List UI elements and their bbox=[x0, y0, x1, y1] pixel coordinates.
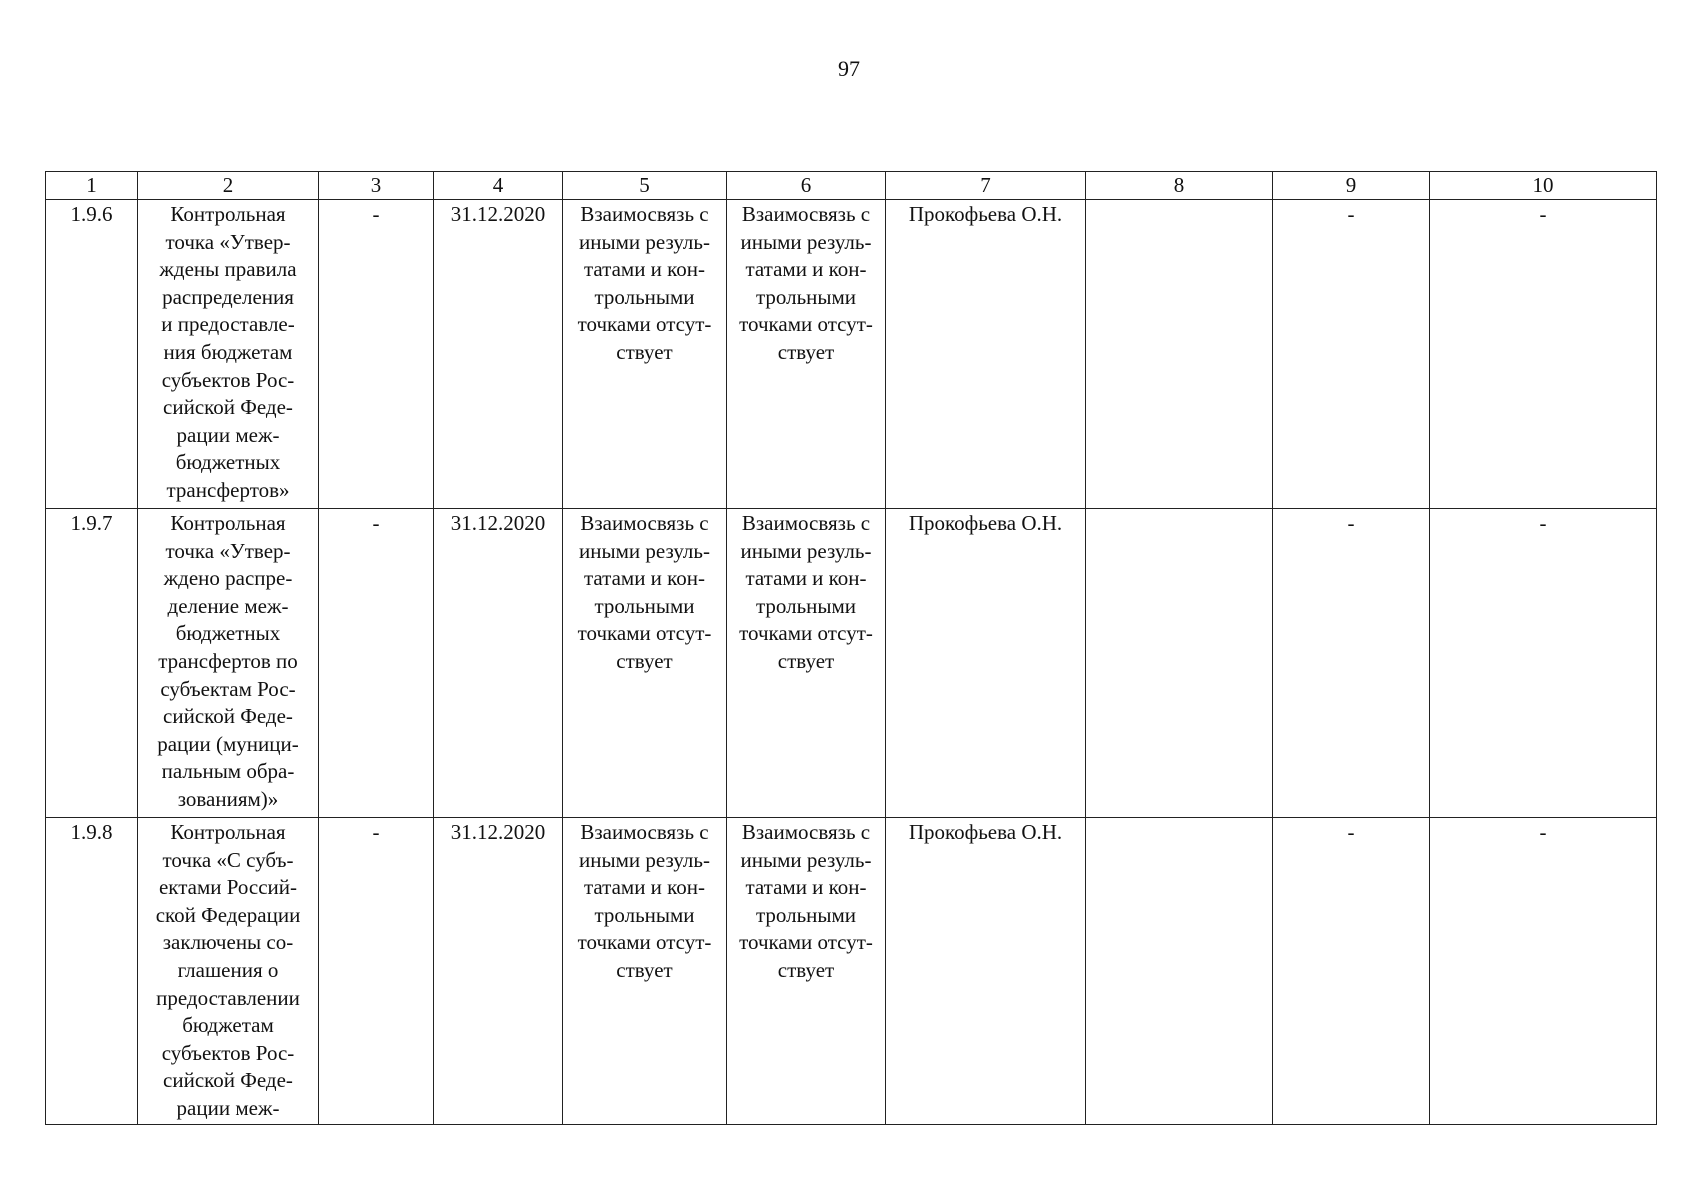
relation-text bbox=[727, 200, 886, 509]
relation-line: Взаимосвязь с bbox=[580, 202, 709, 226]
description-line: бюджетных bbox=[175, 450, 281, 475]
column-3-value: - bbox=[319, 509, 434, 818]
description-line: ектами Россий- bbox=[158, 875, 298, 900]
relation-line: иными резуль- bbox=[579, 847, 710, 872]
relation-line: ствует bbox=[777, 339, 835, 364]
relation-line: Взаимосвязь с bbox=[741, 202, 871, 226]
description-line: ской Федерации bbox=[155, 902, 301, 927]
relation-line: трольными bbox=[755, 284, 857, 309]
relation-line: татами и кон- bbox=[583, 257, 706, 282]
header-cell: 4 bbox=[434, 172, 563, 200]
relation-line: ствует bbox=[616, 648, 673, 673]
relation-line: точками отсут- bbox=[739, 621, 873, 646]
column-10-value: - bbox=[1430, 818, 1657, 1125]
relation-line: точками отсут- bbox=[577, 930, 712, 955]
description-line: ждены правила bbox=[159, 257, 297, 282]
description-line: сийской Феде- bbox=[163, 704, 293, 729]
header-cell: 9 bbox=[1273, 172, 1430, 200]
description-line: глашения о bbox=[177, 957, 279, 982]
column-8-value bbox=[1086, 509, 1273, 818]
description-line: бюджетам bbox=[182, 1013, 274, 1038]
relation-line: Взаимосвязь с bbox=[580, 511, 709, 535]
relation-line: трольными bbox=[755, 902, 857, 927]
description-line: рации меж- bbox=[176, 1095, 280, 1120]
relation-line: трольными bbox=[755, 593, 857, 618]
column-10-value: - bbox=[1430, 509, 1657, 818]
table-row bbox=[46, 818, 1657, 1125]
description-line: Контрольная bbox=[170, 511, 286, 535]
header-cell: 1 bbox=[46, 172, 138, 200]
header-cell: 6 bbox=[727, 172, 886, 200]
description-line: ния бюджетам bbox=[163, 339, 293, 364]
relation-line: Взаимосвязь с bbox=[741, 511, 871, 535]
header-row bbox=[46, 172, 1657, 200]
header-cell: 2 bbox=[138, 172, 319, 200]
control-points-table bbox=[45, 171, 1657, 1125]
control-point-description bbox=[138, 818, 319, 1125]
control-point-description bbox=[138, 509, 319, 818]
relation-line: иными резуль- bbox=[579, 538, 710, 563]
description-line: предоставлении bbox=[156, 985, 300, 1010]
page-number: 97 bbox=[838, 56, 860, 81]
description-line: сийской Феде- bbox=[163, 395, 293, 420]
relation-line: татами и кон- bbox=[745, 566, 867, 591]
description-line: сийской Феде- bbox=[163, 1068, 293, 1093]
relation-line: ствует bbox=[616, 339, 673, 364]
description-line: рации (муници- bbox=[157, 731, 299, 756]
relation-line: татами и кон- bbox=[583, 566, 706, 591]
description-line: рации меж- bbox=[176, 422, 280, 447]
row-number: 1.9.6 bbox=[46, 200, 138, 509]
relation-line: ствует bbox=[616, 957, 673, 982]
due-date: 31.12.2020 bbox=[434, 818, 563, 1125]
relation-line: ствует bbox=[777, 957, 835, 982]
due-date: 31.12.2020 bbox=[434, 200, 563, 509]
relation-line: трольными bbox=[594, 284, 695, 309]
column-8-value bbox=[1086, 200, 1273, 509]
header-cell: 8 bbox=[1086, 172, 1273, 200]
description-line: ждено распре- bbox=[163, 566, 293, 591]
description-line: точка «Утвер- bbox=[165, 538, 291, 563]
relation-line: иными резуль- bbox=[740, 538, 872, 563]
description-line: и предоставле- bbox=[161, 312, 295, 337]
description-line: точка «Утвер- bbox=[165, 229, 291, 254]
relation-line: иными резуль- bbox=[740, 229, 872, 254]
due-date: 31.12.2020 bbox=[434, 509, 563, 818]
relation-text bbox=[727, 818, 886, 1125]
column-3-value: - bbox=[319, 200, 434, 509]
relation-line: точками отсут- bbox=[739, 930, 873, 955]
relation-line: татами и кон- bbox=[745, 257, 867, 282]
relation-line: точками отсут- bbox=[577, 312, 712, 337]
relation-line: трольными bbox=[594, 902, 695, 927]
column-8-value bbox=[1086, 818, 1273, 1125]
row-number: 1.9.7 bbox=[46, 509, 138, 818]
description-line: трансфертов» bbox=[166, 477, 290, 502]
relation-line: иными резуль- bbox=[579, 229, 710, 254]
control-point-description bbox=[138, 200, 319, 509]
relation-line: трольными bbox=[594, 593, 695, 618]
column-3-value: - bbox=[319, 818, 434, 1125]
responsible-person: Прокофьева О.Н. bbox=[886, 509, 1086, 818]
description-line: субъектам Рос- bbox=[160, 676, 296, 701]
row-number: 1.9.8 bbox=[46, 818, 138, 1125]
description-line: пальным обра- bbox=[161, 759, 295, 784]
description-line: субъектов Рос- bbox=[161, 367, 295, 392]
relation-text bbox=[563, 818, 727, 1125]
table-row bbox=[46, 200, 1657, 509]
relation-line: точками отсут- bbox=[739, 312, 873, 337]
responsible-person: Прокофьева О.Н. bbox=[886, 200, 1086, 509]
relation-line: иными резуль- bbox=[740, 847, 872, 872]
relation-line: ствует bbox=[777, 648, 835, 673]
table-row bbox=[46, 509, 1657, 818]
description-line: трансфертов по bbox=[158, 648, 298, 673]
relation-line: татами и кон- bbox=[583, 875, 706, 900]
header-cell: 7 bbox=[886, 172, 1086, 200]
relation-text bbox=[727, 509, 886, 818]
column-9-value: - bbox=[1273, 200, 1430, 509]
description-line: субъектов Рос- bbox=[161, 1040, 295, 1065]
relation-line: Взаимосвязь с bbox=[580, 820, 709, 844]
relation-text bbox=[563, 200, 727, 509]
description-line: распределения bbox=[162, 284, 294, 309]
responsible-person: Прокофьева О.Н. bbox=[886, 818, 1086, 1125]
header-cell: 10 bbox=[1430, 172, 1657, 200]
description-line: зованиям)» bbox=[177, 786, 279, 811]
description-line: бюджетных bbox=[175, 621, 281, 646]
column-10-value: - bbox=[1430, 200, 1657, 509]
header-cell: 3 bbox=[319, 172, 434, 200]
column-9-value: - bbox=[1273, 509, 1430, 818]
description-line: Контрольная bbox=[170, 820, 286, 844]
description-line: заключены со- bbox=[162, 930, 294, 955]
relation-line: татами и кон- bbox=[745, 875, 867, 900]
header-cell: 5 bbox=[563, 172, 727, 200]
description-line: точка «С субъ- bbox=[162, 847, 294, 872]
description-line: Контрольная bbox=[170, 202, 286, 226]
description-line: деление меж- bbox=[167, 593, 289, 618]
column-9-value: - bbox=[1273, 818, 1430, 1125]
relation-line: Взаимосвязь с bbox=[741, 820, 871, 844]
relation-line: точками отсут- bbox=[577, 621, 712, 646]
relation-text bbox=[563, 509, 727, 818]
